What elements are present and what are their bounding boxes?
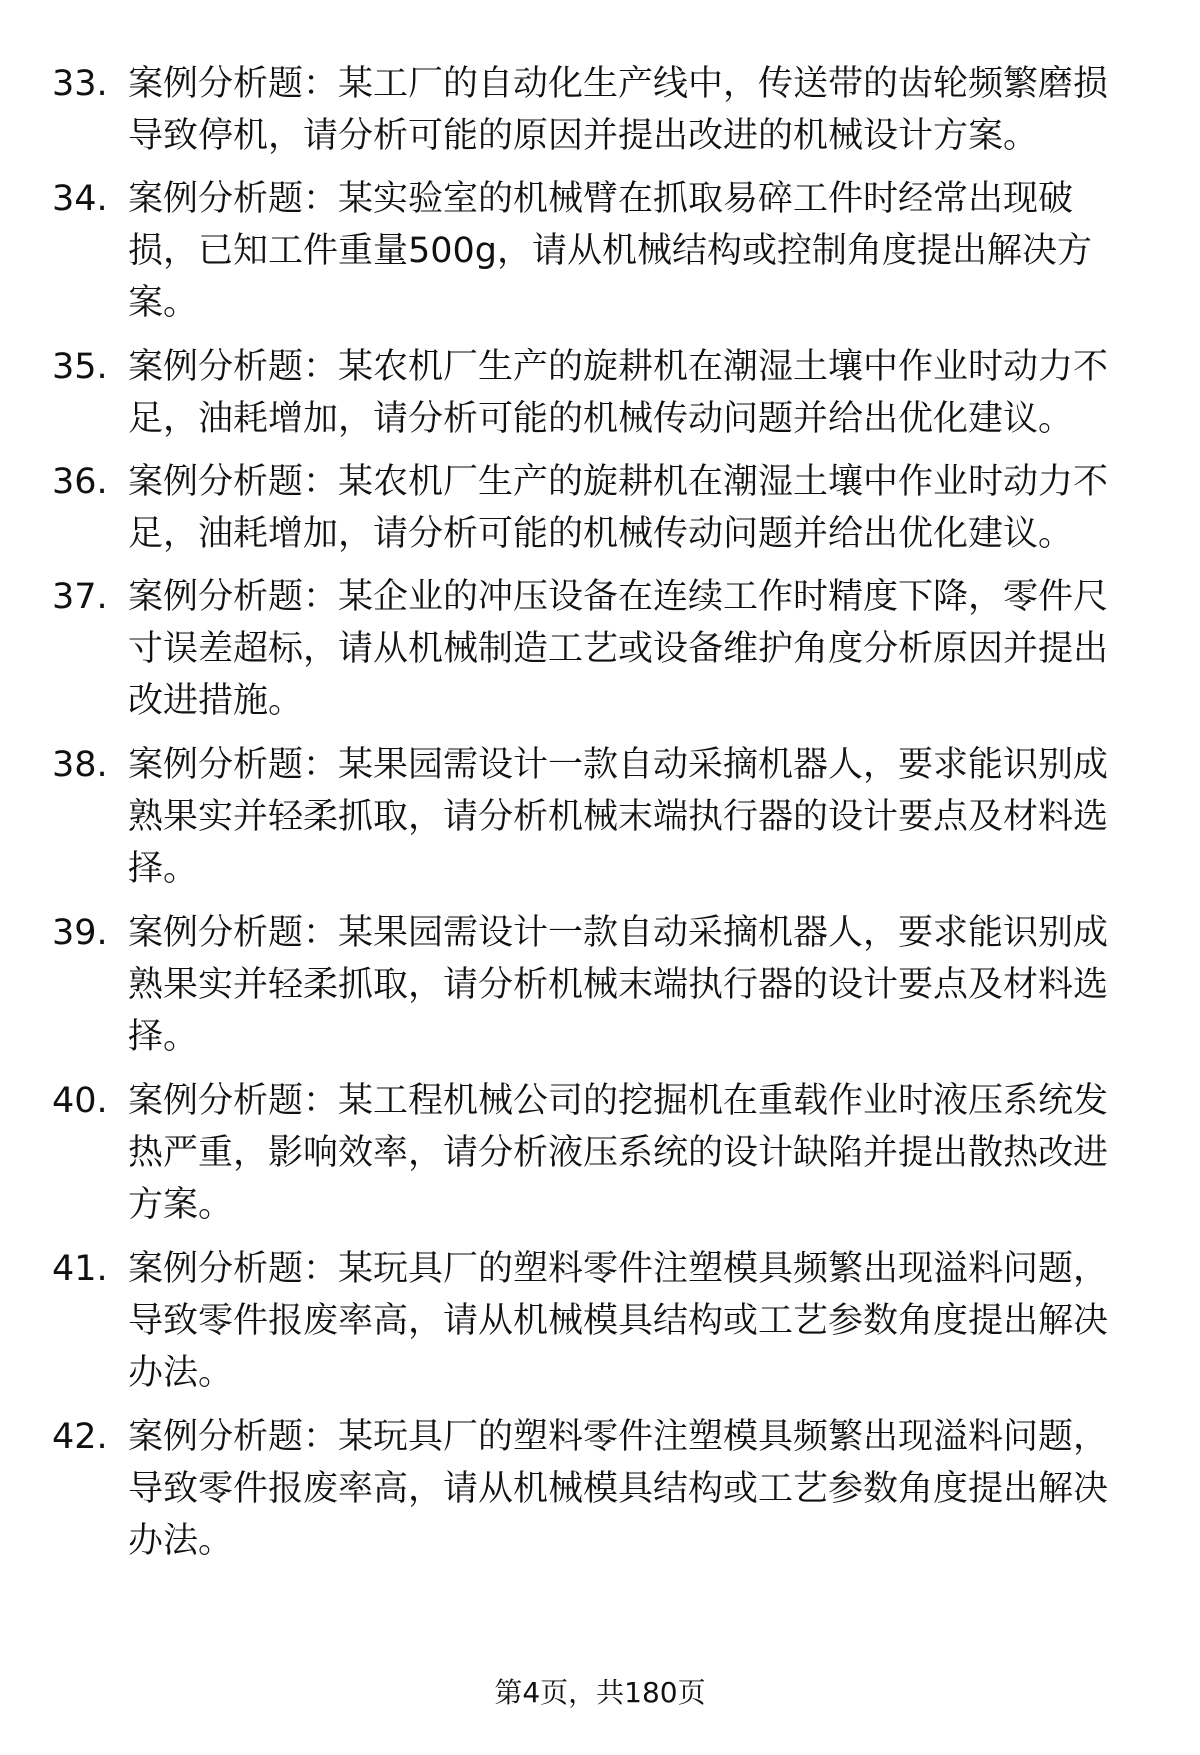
question-text: 案例分析题：某玩具厂的塑料零件注塑模具频繁出现溢料问题，导致零件报废率高，请从机械模具结构或工艺参数角度提出解决办法。 <box>128 1417 1109 1561</box>
question-text: 案例分析题：某工程机械公司的挖掘机在重载作业时液压系统发热严重，影响效率，请分析液压系统的设计缺陷并提出散热改进方案。 <box>128 1081 1109 1225</box>
question-number: 40. <box>52 1081 108 1121</box>
question-number: 42. <box>52 1417 108 1457</box>
question-text: 案例分析题：某实验室的机械臂在抓取易碎工件时经常出现破损，已知工件重量500g，请从机械结构或控制角度提出解决方案。 <box>128 179 1093 323</box>
question-number: 33. <box>52 64 108 104</box>
question-number: 37. <box>52 577 108 617</box>
question-text: 案例分析题：某农机厂生产的旋耕机在潮湿土壤中作业时动力不足，油耗增加，请分析可能的机械传动问题并给出优化建议。 <box>128 347 1109 439</box>
question-text: 案例分析题：某玩具厂的塑料零件注塑模具频繁出现溢料问题，导致零件报废率高，请从机械模具结构或工艺参数角度提出解决办法。 <box>128 1249 1109 1393</box>
question-number: 38. <box>52 745 108 785</box>
question-text: 案例分析题：某农机厂生产的旋耕机在潮湿土壤中作业时动力不足，油耗增加，请分析可能的机械传动问题并给出优化建议。 <box>128 462 1109 554</box>
question-number: 39. <box>52 913 108 953</box>
question-text: 案例分析题：某工厂的自动化生产线中，传送带的齿轮频繁磨损导致停机，请分析可能的原因并提出改进的机械设计方案。 <box>128 64 1109 156</box>
question-number: 34. <box>52 179 108 219</box>
question-text: 案例分析题：某果园需设计一款自动采摘机器人，要求能识别成熟果实并轻柔抓取，请分析机械末端执行器的设计要点及材料选择。 <box>128 745 1109 889</box>
page-number: 第4页，共180页 <box>494 1676 706 1709</box>
question-text: 案例分析题：某果园需设计一款自动采摘机器人，要求能识别成熟果实并轻柔抓取，请分析机械末端执行器的设计要点及材料选择。 <box>128 913 1109 1057</box>
question-number: 36. <box>52 462 108 502</box>
question-number: 41. <box>52 1249 108 1289</box>
question-number: 35. <box>52 347 108 387</box>
question-text: 案例分析题：某企业的冲压设备在连续工作时精度下降，零件尺寸误差超标，请从机械制造工艺或设备维护角度分析原因并提出改进措施。 <box>128 577 1109 721</box>
